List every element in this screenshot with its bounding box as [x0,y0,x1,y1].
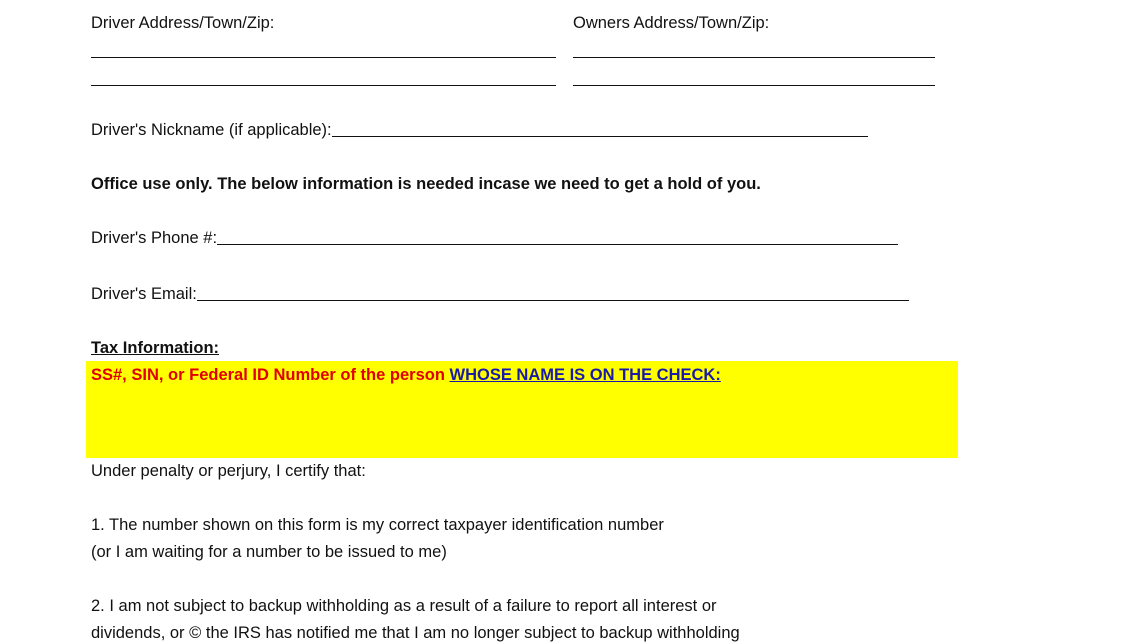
email-label: Driver's Email: [91,285,197,303]
owner-address-line-1[interactable] [573,57,935,58]
certification-item-2-line-2: dividends, or © the IRS has notified me that I am no longer subject to backup withholding [91,624,740,642]
ssn-prompt-text: SS#, SIN, or Federal ID Number of the person [91,366,445,384]
nickname-row [91,120,868,140]
office-use-notice: Office use only. The below information is needed incase we need to get a hold of you. [91,175,761,193]
phone-field[interactable] [217,229,898,245]
ssn-emphasis-text: WHOSE NAME IS ON THE CHECK: [449,366,721,384]
driver-address-line-1[interactable] [91,57,556,58]
phone-label: Driver's Phone #: [91,229,218,247]
email-row [91,284,909,304]
certification-item-1-line-1: 1. The number shown on this form is my correct taxpayer identification number [91,516,664,534]
nickname-label: Driver's Nickname (if applicable): [91,121,332,139]
ssn-prompt-row [91,365,721,385]
nickname-field[interactable] [332,121,868,137]
owner-address-line-2[interactable] [573,85,935,86]
certification-intro: Under penalty or perjury, I certify that: [91,462,366,480]
certification-item-2-line-1: 2. I am not subject to backup withholding as a result of a failure to report all interest or [91,597,717,615]
driver-address-line-2[interactable] [91,85,556,86]
email-field[interactable] [197,285,909,301]
tax-information-heading: Tax Information: [91,339,220,357]
phone-row [91,228,898,248]
certification-item-1-line-2: (or I am waiting for a number to be issued to me) [91,543,447,561]
driver-address-label: Driver Address/Town/Zip: [91,14,275,32]
owner-address-label: Owners Address/Town/Zip: [573,14,770,32]
